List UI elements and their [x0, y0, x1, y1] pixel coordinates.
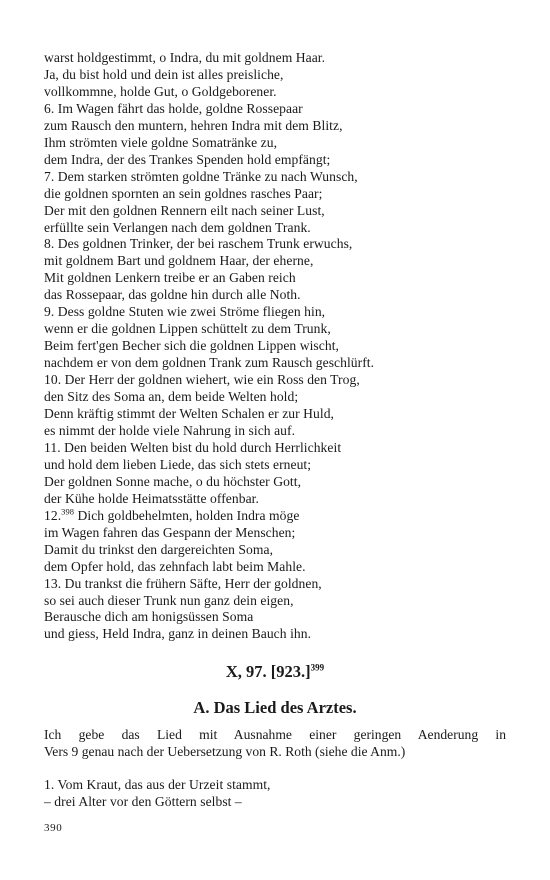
footnote-marker: 398: [61, 506, 75, 517]
verse-line: [44, 794, 514, 811]
verse-line: [44, 440, 514, 457]
verse-text: so sei auch dieser Trunk nun ganz dein eigen,: [44, 592, 294, 608]
verse-text: vollkommne, holde Gut, o Goldgeborener.: [44, 83, 277, 99]
verse-text: das Rossepaar, das goldne hin durch alle Noth.: [44, 287, 301, 303]
verse-line: [44, 593, 514, 610]
verse-line: [44, 220, 514, 237]
verse-line: [44, 777, 514, 794]
verse-text: warst holdgestimmt, o Indra, du mit goldnem Haar.: [44, 50, 326, 65]
verse-line: [44, 457, 514, 474]
verse-text: Ja, du bist hold und dein ist alles preisliche,: [44, 66, 284, 82]
verse-text: Berausche dich am honigsüssen Soma: [44, 609, 254, 625]
verse-text: 1. Vom Kraut, das aus der Urzeit stammt,: [44, 777, 271, 792]
verse-line: [44, 338, 514, 355]
verse-line: [44, 84, 514, 101]
verse-text: es nimmt der holde viele Nahrung in sich auf.: [44, 422, 296, 438]
verse-text: 10. Der Herr der goldnen wiehert, wie ein Ross den Trog,: [44, 372, 360, 388]
verse-line: [44, 67, 514, 84]
verse-text: Denn kräftig stimmt der Welten Schalen er zur Huld,: [44, 406, 334, 422]
verse-text: der Kühe holde Heimatsstätte offenbar.: [44, 490, 259, 506]
verse-text: zum Rausch den muntern, hehren Indra mit dem Blitz,: [44, 117, 343, 133]
verse-text: Beim fert'gen Becher sich die goldnen Lippen wischt,: [44, 338, 339, 354]
verse-line: [44, 236, 514, 253]
hymn-title: A. Das Lied des Arztes.: [193, 698, 357, 717]
verse-text: 8. Des goldnen Trinker, der bei raschem Trunk erwuchs,: [44, 236, 353, 252]
verse-text: – drei Alter vor den Göttern selbst –: [44, 793, 242, 809]
verse-text: im Wagen fahren das Gespann der Menschen;: [44, 524, 296, 540]
verse-line: [44, 609, 514, 626]
verse-block-continued: [44, 777, 514, 811]
verse-text: dem Indra, der des Trankes Spenden hold empfängt;: [44, 151, 331, 167]
verse-line: [44, 253, 514, 270]
verse-text: 13. Du trankst die frühern Säfte, Herr der goldnen,: [44, 575, 322, 591]
verse-text: Damit du trinkst den dargereichten Soma,: [44, 541, 274, 557]
verse-line: [44, 508, 514, 525]
verse-line: [44, 304, 514, 321]
verse-text: Mit goldnen Lenkern treibe er an Gaben reich: [44, 270, 296, 286]
verse-text: Der goldnen Sonne mache, o du höchster Gott,: [44, 473, 302, 489]
verse-text: 11. Den beiden Welten bist du hold durch Herrlichkeit: [44, 439, 342, 455]
page-number: 390: [44, 822, 63, 834]
verse-line: [44, 626, 514, 643]
verse-line: [44, 169, 514, 186]
verse-line: [44, 372, 514, 389]
verse-line: [44, 576, 514, 593]
verse-line: [44, 101, 514, 118]
verse-text: die goldnen spornten an sein goldnes rasches Paar;: [44, 185, 323, 201]
verse-line: [44, 423, 514, 440]
verse-text: den Sitz des Soma an, dem beide Welten hold;: [44, 389, 299, 405]
verse-line: [44, 389, 514, 406]
verse-text: Dich goldbehelmten, holden Indra möge: [74, 507, 300, 523]
verse-line: [44, 203, 514, 220]
verse-line: [44, 542, 514, 559]
intro-paragraph: [44, 727, 506, 761]
verse-text: 7. Dem starken strömten goldne Tränke zu nach Wunsch,: [44, 168, 358, 184]
verse-text: und hold dem lieben Liede, das sich stets erneut;: [44, 456, 312, 472]
verse-line: [44, 406, 514, 423]
verse-number: 12.: [44, 507, 62, 523]
footnote-marker: 399: [310, 662, 325, 673]
verse-line: [44, 152, 514, 169]
verse-line: [44, 491, 514, 508]
verse-line: [44, 474, 514, 491]
verse-line: [44, 287, 514, 304]
verse-text: Ihm strömten viele goldne Somatränke zu,: [44, 134, 278, 150]
verse-text: Der mit den goldnen Rennern eilt nach seiner Lust,: [44, 202, 325, 218]
verse-text: dem Opfer hold, das zehnfach labt beim Mahle.: [44, 558, 306, 574]
verse-text: erfüllte sein Verlangen nach dem goldnen Trank.: [44, 219, 311, 235]
verse-text: und giess, Held Indra, ganz in deinen Bauch ihn.: [44, 626, 312, 642]
verse-line: [44, 50, 514, 67]
verse-block: [44, 50, 514, 643]
hymn-number-heading: [0, 662, 550, 682]
verse-line: [44, 559, 514, 576]
verse-line: [44, 525, 514, 542]
verse-line: [44, 186, 514, 203]
verse-text: 6. Im Wagen fährt das holde, goldne Rossepaar: [44, 100, 303, 116]
verse-text: nachdem er von dem goldnen Trank zum Rausch geschlürft.: [44, 355, 375, 371]
verse-line: [44, 270, 514, 287]
hymn-number: X, 97. [923.]: [225, 662, 311, 681]
verse-line: [44, 118, 514, 135]
verse-text: wenn er die goldnen Lippen schüttelt zu dem Trunk,: [44, 321, 331, 337]
verse-text: 9. Dess goldne Stuten wie zwei Ströme fliegen hin,: [44, 304, 326, 320]
verse-text: mit goldnem Bart und goldnem Haar, der eherne,: [44, 253, 314, 269]
verse-line: [44, 321, 514, 338]
verse-line: [44, 355, 514, 372]
verse-line: [44, 135, 514, 152]
intro-line: Ich gebe das Lied mit Ausnahme einer geringen Aenderung in: [44, 727, 506, 742]
intro-line: Vers 9 genau nach der Uebersetzung von R. Roth (siehe die Anm.): [44, 743, 406, 759]
